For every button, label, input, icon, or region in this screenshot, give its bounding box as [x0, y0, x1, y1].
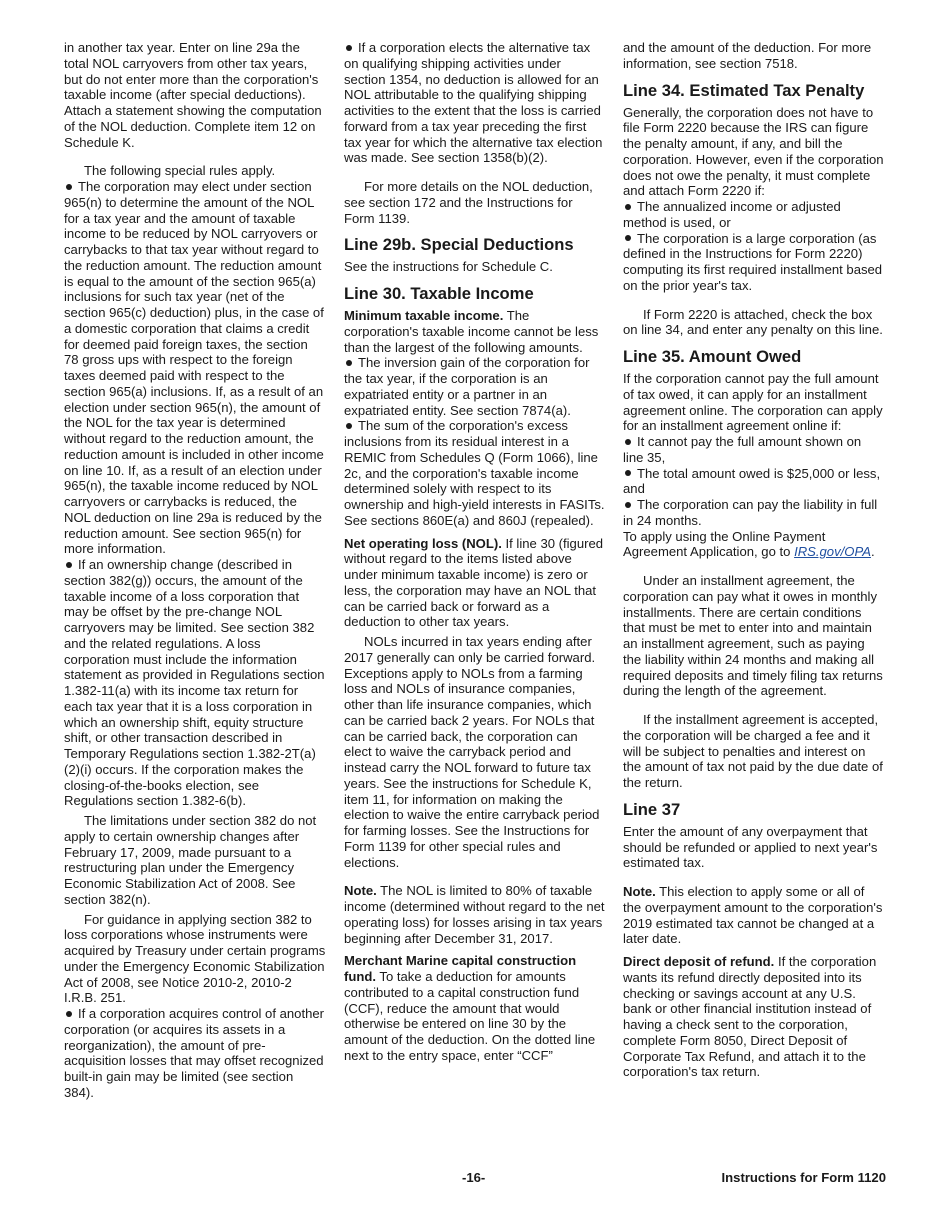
note: Note. The NOL is limited to 80% of taxable income (determined without regard to the net operating loss) for losses arising in tax years beginning after December 31, 2017.: [344, 883, 605, 946]
opa-link[interactable]: IRS.gov/OPA: [794, 544, 871, 560]
paragraph: If the corporation cannot pay the full amount of tax owed, it can apply for an installment agreement online. The corporation can apply for an installment agreement online if:: [623, 371, 883, 434]
paragraph: Merchant Marine capital construction fund. To take a deduction for amounts contributed to a capital construction fund (CCF), reduce the amount that would otherwise be entered on line 30 by the amount of the deduction. On the dotted line next to the entry space, enter “CCF”: [344, 953, 596, 1063]
note: Note. This election to apply some or all of the overpayment amount to the corporation's 2019 estimated tax cannot be changed at a later date.: [623, 884, 883, 947]
bullet-item: The total amount owed is $25,000 or less, and: [623, 465, 881, 497]
bullet-icon: [346, 360, 352, 366]
column-3: [623, 40, 885, 1080]
paragraph: NOLs incurred in tax years ending after 2017 generally can only be carried forward. Exceptions apply to NOLs from a farming loss and NOLs of insurance companies, other than life insurance companies, which can be carried back 2 years. For NOLs that can be carried back, the corporation can elect to waive the carryback period and instead carry the NOL forward to future tax years. See the instructions for Schedule K, item 11, for information on making the election to waive the entire carryback period for farming losses. See the Instructions for Form 1139 for other special rules and elections.: [344, 634, 600, 870]
paragraph: If the installment agreement is accepted, the corporation will be charged a fee and it will be subject to penalties and interest on the amount of tax not paid by the due date of the return.: [623, 712, 883, 790]
paragraph: and the amount of the deduction. For more information, see section 7518.: [623, 40, 872, 71]
bullet-item: If a corporation elects the alternative tax on qualifying shipping activities under section 1354, no deduction is allowed for an NOL attributable to the qualifying shipping activities to the extent that the loss is carried forward from a tax year preceding the first tax year for which the alternative tax election was made. See section 1358(b)(2).: [344, 40, 603, 166]
bullet-icon: [346, 423, 352, 429]
paragraph: For more details on the NOL deduction, see section 172 and the Instructions for Form 1139.: [344, 179, 593, 226]
paragraph: See the instructions for Schedule C.: [344, 259, 553, 275]
section-heading: Line 30. Taxable Income: [344, 284, 534, 303]
bullet-icon: [346, 45, 352, 51]
paragraph: To apply using the Online Payment Agreement Application, go to IRS.gov/OPA.: [623, 528, 875, 560]
paragraph: The following special rules apply.: [84, 163, 276, 179]
document-title: Instructions for Form 1120: [721, 1170, 886, 1185]
bullet-item: The inversion gain of the corporation for the tax year, if the corporation is an expatriated entity or a partner in an expatriated entity. See section 7874(a).: [344, 355, 590, 418]
bullet-icon: [66, 1011, 72, 1017]
paragraph: For guidance in applying section 382 to loss corporations whose instruments were acquired by Treasury under certain programs under the Emergency Economic Stabilization Act of 2008, see Notice 2010-2, 2010-2 I.R.B. 251.: [64, 911, 326, 1006]
paragraph: Direct deposit of refund. If the corporation wants its refund directly deposited into its checking or savings account at any U.S. bank or other financial institution instead of having a check sent to the corporation, complete Form 8050, Direct Deposit of Corporate Tax Refund, and attach it to the corporation's tax return.: [623, 954, 877, 1080]
paragraph: Minimum taxable income. The corporation's taxable income cannot be less than the largest of the following amounts.: [344, 308, 599, 355]
bullet-icon: [625, 502, 631, 508]
bullet-item: The corporation may elect under section 965(n) to determine the amount of the NOL for a tax year and the amount of taxable income to be reduced by NOL carryovers or carrybacks to that tax year without regard to the reduction amount. The reduction amount is equal to the amount of the section 965(a) inclusions for such tax year (net of the section 965(c) deduction) plus, in the case of a domestic corporation that claims a credit for deemed paid foreign taxes, the section 78 gross ups with respect to the foreign taxes deemed paid with respect to the section 965(a) inclusions. If, as a result of an election under section 965(n), the amount of the NOL for the tax year is determined without regard to the reduction amount, the reduction amount is included in other income on line 10. If, as a result of an election under 965(n), the taxable income reduced by NOL carryovers or carrybacks is reduced, the NOL deduction on line 29a is reduced by the reduction amount. See section 965(n) for more information.: [64, 179, 324, 557]
section-heading: Line 37: [623, 799, 681, 819]
paragraph: Generally, the corporation does not have to file Form 2220 because the IRS can figure the penalty amount, if any, and bill the corporation. However, even if the corporation does not owe the penalty, it must complete and attach Form 2220 if:: [623, 104, 884, 199]
bullet-item: The corporation is a large corporation (as defined in the Instructions for Form 2220) computing its first required installment based on the prior year's tax.: [623, 230, 883, 293]
section-heading: Line 29b. Special Deductions: [344, 235, 574, 255]
paragraph: Net operating loss (NOL). If line 30 (figured without regard to the items listed above under minimum taxable income) is zero or less, the corporation may have an NOL that can be carried back or forward as a deduction to other tax years.: [344, 535, 604, 630]
bullet-item: The annualized income or adjusted method is used, or: [623, 199, 841, 230]
paragraph: The limitations under section 382 do not apply to certain ownership changes after February 17, 2009, made pursuant to a restructuring plan under the Emergency Economic Stabilization Act of 2008. See section 382(n).: [64, 813, 317, 907]
paragraph: Under an installment agreement, the corporation can pay what it owes in monthly installments. There are certain conditions that must be met to enter into and maintain an installment agreement, such as paying the liability within 24 months and making all required deposits and timely filing tax returns during the length of the agreement.: [623, 573, 883, 699]
column-2: [344, 40, 606, 1064]
column-1: [64, 40, 326, 1101]
bullet-item: If an ownership change (described in section 382(g)) occurs, the amount of the taxable income of a loss corporation that may be offset by the pre-change NOL carryovers may be limited. See section 382 and the related regulations. A loss corporation must include the information statement as provided in Regulations section 1.382-11(a) with its income tax return for each tax year that it is a loss corporation in which an ownership shift, equity structure shift, or other transaction described in Temporary Regulations section 1.382-2T(a)(2)(i) occurs. If the corporation makes the closing-of-the-books election, see Regulations section 1.382-6(b).: [64, 557, 325, 809]
bullet-icon: [625, 204, 631, 210]
bullet-item: It cannot pay the full amount shown on line 35,: [623, 434, 862, 465]
paragraph: If Form 2220 is attached, check the box on line 34, and enter any penalty on this line.: [623, 306, 883, 338]
bullet-icon: [625, 439, 631, 445]
bullet-item: If a corporation acquires control of another corporation (or acquires its assets in a reorganization), the amount of pre-acquisition losses that may offset recognized built-in gain may be limited (see section 384).: [64, 1006, 325, 1100]
section-heading: Line 35. Amount Owed: [623, 347, 802, 366]
bullet-icon: [625, 470, 631, 476]
bullet-icon: [66, 562, 72, 568]
section-heading: Line 34. Estimated Tax Penalty: [623, 80, 865, 100]
paragraph: in another tax year. Enter on line 29a the total NOL carryovers from other tax years, but do not enter more than the corporation's taxable income (after special deductions). Attach a statement showing the computation of the NOL deduction. Complete item 12 on Schedule K.: [64, 40, 322, 150]
bullet-item: The sum of the corporation's excess inclusions from its residual interest in a REMIC from Schedules Q (Form 1066), line 2c, and the corporation's taxable income determined solely with respect to its ownership and high-yield interests in FASITs. See sections 860E(a) and 860J (repealed).: [344, 418, 605, 528]
bullet-icon: [66, 184, 72, 190]
bullet-item: The corporation can pay the liability in full in 24 months.: [623, 497, 878, 528]
page-number: -16-: [462, 1170, 486, 1185]
paragraph: Enter the amount of any overpayment that should be refunded or applied to next year's estimated tax.: [623, 823, 878, 871]
bullet-icon: [625, 235, 631, 241]
